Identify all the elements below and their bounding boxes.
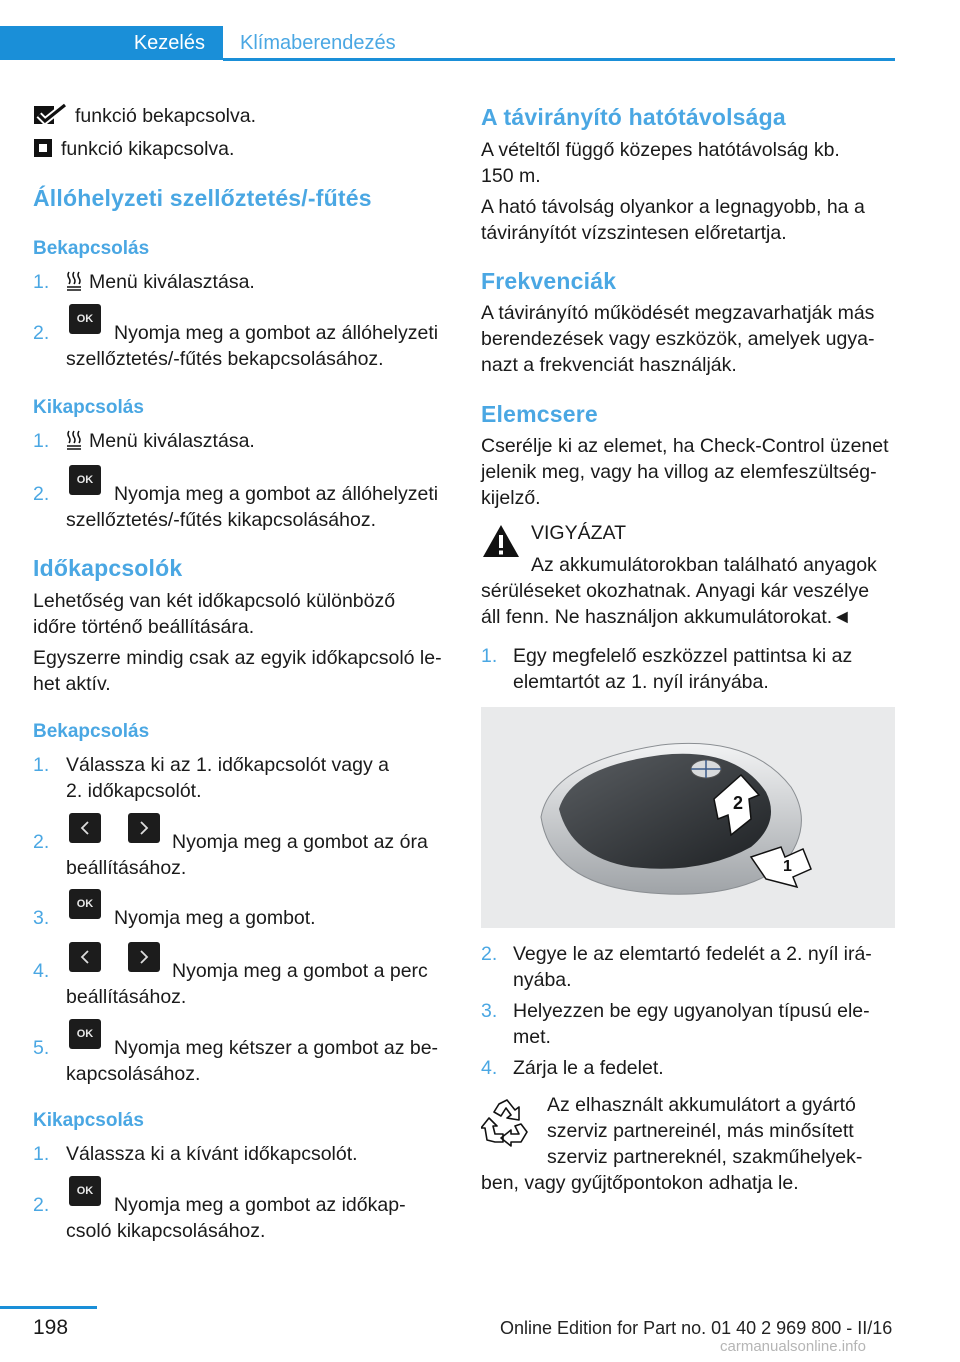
- paragraph-text: kijelző.: [481, 487, 541, 509]
- paragraph-text: nazt a frekvenciát használják.: [481, 354, 737, 376]
- ok-button[interactable]: [69, 304, 101, 334]
- paragraph-text: A ható távolság olyankor a legnagyobb, ha a: [481, 196, 865, 218]
- step-text: 2. időkapcsolót.: [66, 780, 202, 802]
- header-rule: [223, 58, 895, 61]
- list-number: 3.: [33, 907, 50, 929]
- step-text: Menü kiválasztása.: [89, 271, 255, 293]
- paragraph-text: Cserélje ki az elemet, ha Check-Control üzenet: [481, 435, 889, 457]
- checkmark-on-icon: [33, 103, 67, 127]
- step-text: Válassza ki az 1. időkapcsolót vagy a: [66, 754, 390, 776]
- recycle-text: Az elhasznált akkumulátort a gyártó: [547, 1094, 856, 1116]
- heating-menu-icon: [66, 430, 82, 450]
- paragraph-text: 150 m.: [481, 165, 541, 187]
- warning-text: sérüléseket okozhatnak. Anyagi kár veszélye: [481, 580, 870, 602]
- warning-triangle-icon: [481, 522, 521, 562]
- arrow-label-2: 2: [733, 793, 744, 813]
- ok-label: OK: [76, 898, 94, 910]
- left-arrow-button[interactable]: [69, 942, 101, 972]
- recycle-icon: [481, 1096, 533, 1148]
- step-text: Nyomja meg a gombot az időkap‐: [114, 1194, 406, 1216]
- on-state-text: funkció bekapcsolva.: [75, 105, 257, 127]
- step-text: Helyezzen be egy ugyanolyan típusú ele‐: [513, 1000, 870, 1022]
- chevron-right-icon: [138, 950, 150, 964]
- list-number: 4.: [481, 1057, 498, 1079]
- heading-parking-ventilation: Állóhelyzeti szellőztetés/-fűtés: [33, 185, 372, 211]
- list-number: 1.: [481, 645, 498, 667]
- ok-button[interactable]: [69, 1176, 101, 1206]
- heading-timers: Időkapcsolók: [33, 555, 183, 581]
- recycle-text: szerviz partnereinél, más minősített: [547, 1120, 854, 1142]
- recycle-text: szerviz partnereknél, szakműhelyek‐: [547, 1146, 863, 1168]
- key-fob-illustration: [481, 707, 895, 928]
- paragraph-text: berendezések vagy eszközök, amelyek ugya‐: [481, 328, 875, 350]
- list-number: 1.: [33, 754, 50, 776]
- tab-kezeles[interactable]: Kezelés: [0, 26, 223, 60]
- ok-button[interactable]: [69, 465, 101, 495]
- step-text: Nyomja meg a gombot az állóhelyzeti: [114, 322, 439, 344]
- list-number: 3.: [481, 1000, 498, 1022]
- footer-rule: [0, 1306, 97, 1309]
- edition-text: Online Edition for Part no. 01 40 2 969 800 - II/16: [500, 1318, 893, 1338]
- subheading-switch-on: Bekapcsolás: [33, 238, 150, 259]
- list-number: 2.: [33, 831, 50, 853]
- subheading-switch-on: Bekapcsolás: [33, 721, 150, 742]
- heating-menu-icon: [66, 271, 82, 291]
- heading-remote-range: A távirányító hatótávolsága: [481, 104, 786, 130]
- step-text: Menü kiválasztása.: [89, 430, 255, 452]
- tab-klimaberendezes[interactable]: Klímaberendezés: [240, 31, 396, 54]
- paragraph-text: het aktív.: [33, 673, 111, 695]
- heading-frequencies: Frekvenciák: [481, 268, 617, 294]
- arrow-label-1: 1: [783, 858, 792, 875]
- ok-label: OK: [76, 1028, 94, 1040]
- page-number: 198: [33, 1316, 69, 1339]
- chevron-left-icon: [79, 821, 91, 835]
- step-text: beállításához.: [66, 986, 187, 1008]
- subheading-switch-off: Kikapcsolás: [33, 1110, 144, 1131]
- paragraph-text: A vételtől függő közepes hatótávolság kb.: [481, 139, 840, 161]
- step-text: Nyomja meg kétszer a gombot az be‐: [114, 1037, 439, 1059]
- step-text: Nyomja meg a gombot a perc: [172, 960, 428, 982]
- warning-text: Az akkumulátorokban található anyagok: [531, 554, 877, 576]
- step-text: Válassza ki a kívánt időkapcsolót.: [66, 1143, 358, 1165]
- recycle-text: ben, vagy gyűjtőpontokon adhatja le.: [481, 1172, 799, 1194]
- step-text: beállításához.: [66, 857, 187, 879]
- step-text: kapcsolásához.: [66, 1063, 201, 1085]
- ok-button[interactable]: [69, 889, 101, 919]
- step-text: nyába.: [513, 969, 572, 991]
- left-arrow-button[interactable]: [69, 813, 101, 843]
- list-number: 4.: [33, 960, 50, 982]
- paragraph-text: Lehetőség van két időkapcsoló különböző: [33, 590, 396, 612]
- ok-label: OK: [76, 474, 94, 486]
- ok-button[interactable]: [69, 1019, 101, 1049]
- step-text: Nyomja meg a gombot az óra: [172, 831, 428, 853]
- list-number: 2.: [481, 943, 498, 965]
- ok-label: OK: [76, 1185, 94, 1197]
- subheading-switch-off: Kikapcsolás: [33, 397, 144, 418]
- right-arrow-button[interactable]: [128, 942, 160, 972]
- paragraph-text: jelenik meg, vagy ha villog az elemfeszültség‐: [481, 461, 877, 483]
- off-state-text: funkció kikapcsolva.: [61, 138, 235, 160]
- paragraph-text: időre történő beállítására.: [33, 616, 255, 638]
- list-number: 5.: [33, 1037, 50, 1059]
- paragraph-text: A távirányító működését megzavarhatják más: [481, 302, 875, 324]
- step-text: Nyomja meg a gombot az állóhelyzeti: [114, 483, 439, 505]
- paragraph-text: Egyszerre mindig csak az egyik időkapcsoló le‐: [33, 647, 442, 669]
- step-text: Egy megfelelő eszközzel pattintsa ki az: [513, 645, 853, 667]
- list-number: 1.: [33, 430, 50, 452]
- warning-title: VIGYÁZAT: [531, 522, 626, 544]
- chevron-right-icon: [138, 821, 150, 835]
- list-number: 1.: [33, 271, 50, 293]
- ok-label: OK: [76, 313, 94, 325]
- step-text: elemtartót az 1. nyíl irányába.: [513, 671, 769, 693]
- list-number: 2.: [33, 1194, 50, 1216]
- step-text: csoló kikapcsolásához.: [66, 1220, 266, 1242]
- step-text: met.: [513, 1026, 551, 1048]
- step-text: Zárja le a fedelet.: [513, 1057, 664, 1079]
- step-text: Vegye le az elemtartó fedelét a 2. nyíl irá‐: [513, 943, 872, 965]
- list-number: 1.: [33, 1143, 50, 1165]
- list-number: 2.: [33, 322, 50, 344]
- page-header: [0, 26, 895, 62]
- right-arrow-button[interactable]: [128, 813, 160, 843]
- step-text: szellőztetés/-fűtés kikapcsolásához.: [66, 509, 376, 531]
- chevron-left-icon: [79, 950, 91, 964]
- checkbox-off-icon: [33, 138, 53, 158]
- step-text: Nyomja meg a gombot.: [114, 907, 316, 929]
- step-text: szellőztetés/-fűtés bekapcsolásához.: [66, 348, 384, 370]
- warning-text: áll fenn. Ne használjon akkumulátorokat.◄: [481, 606, 852, 628]
- paragraph-text: távirányítót vízszintesen előretartja.: [481, 222, 787, 244]
- list-number: 2.: [33, 483, 50, 505]
- watermark: carmanualsonline.info: [720, 1338, 866, 1355]
- heading-battery-replacement: Elemcsere: [481, 401, 598, 427]
